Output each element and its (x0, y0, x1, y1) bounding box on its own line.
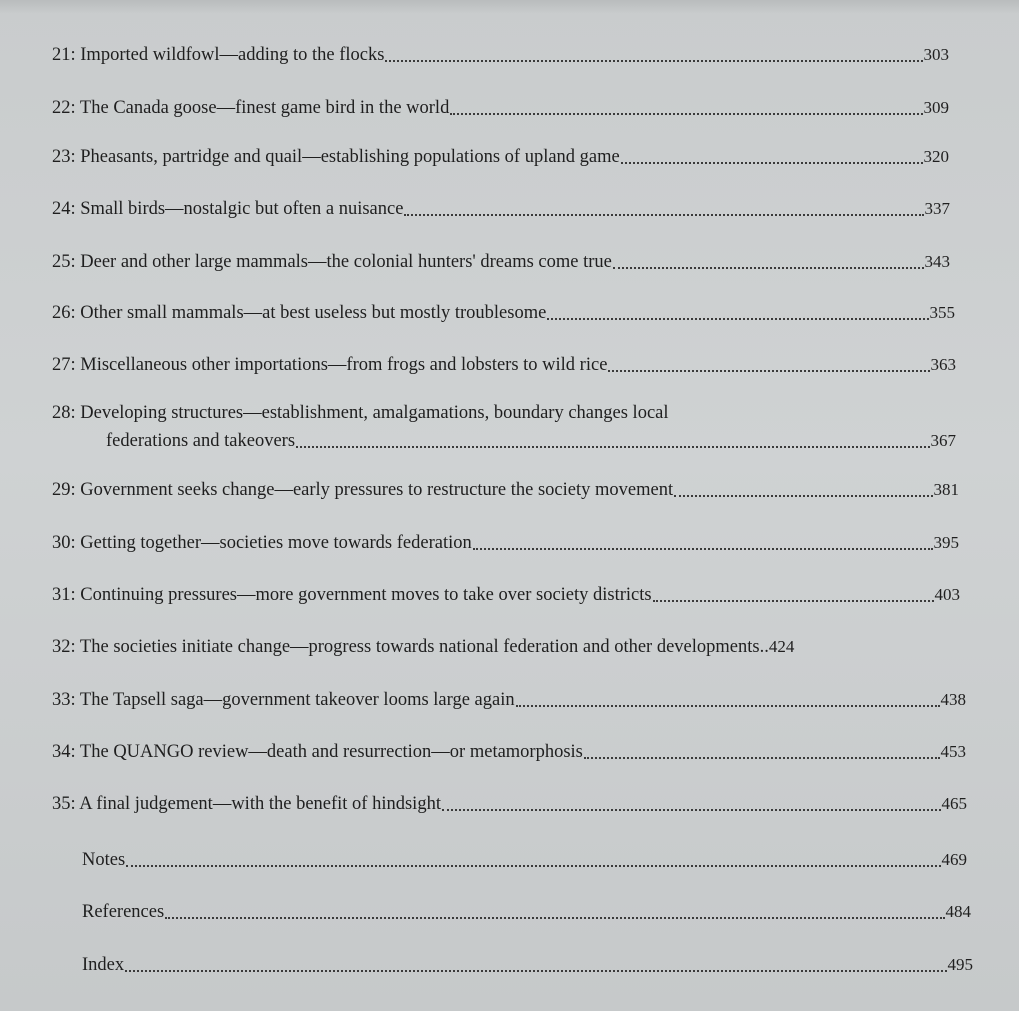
dot-leader (547, 318, 928, 320)
toc-entry-title: 26: Other small mammals—at best useless but mostly troublesome (52, 303, 547, 323)
toc-entry-title: 34: The QUANGO review—death and resurrection—or metamorphosis (52, 742, 583, 762)
toc-entry-page: 309 (923, 98, 949, 117)
toc-entry-title: 25: Deer and other large mammals—the colonial hunters' dreams come true (52, 252, 612, 272)
toc-entry-title: 31: Continuing pressures—more government moves to take over society districts (52, 585, 652, 605)
toc-entry-title: 27: Miscellaneous other importations—from frogs and lobsters to wild rice (52, 355, 608, 375)
toc-entry (52, 741, 966, 763)
toc-entry-title: 33: The Tapsell saga—government takeover looms large again (52, 690, 515, 710)
dot-leader (126, 865, 940, 867)
toc-entry-page: 424 (768, 637, 795, 656)
dot-leader (674, 495, 932, 497)
dot-leader (621, 162, 923, 164)
toc-entry-page: 337 (924, 199, 950, 218)
toc-entry (52, 198, 950, 220)
toc-entry (106, 430, 956, 452)
toc-entry-title: 30: Getting together—societies move towards federation (52, 533, 472, 553)
toc-entry-page: 303 (923, 45, 949, 64)
toc-entry (52, 689, 966, 711)
toc-entry-page: 469 (941, 850, 967, 869)
toc-entry (52, 302, 955, 324)
toc-entry-title: 21: Imported wildfowl—adding to the flocks (52, 45, 385, 65)
toc-entry-page: 438 (940, 690, 966, 709)
toc-entry (52, 584, 960, 606)
dot-leader (296, 446, 929, 448)
toc-entry (82, 954, 973, 976)
dot-leader (442, 809, 941, 811)
toc-entry-page: 403 (934, 585, 960, 604)
toc-entry-page: 495 (947, 955, 973, 974)
toc-entry-page: 395 (933, 533, 959, 552)
toc-entry-page: 355 (929, 303, 955, 322)
dot-leader (608, 370, 929, 372)
toc-entry-title: Index (82, 955, 125, 975)
toc-entry-page: 343 (924, 252, 950, 271)
dot-leader (404, 214, 923, 216)
dot-leader (473, 548, 933, 550)
toc-entry (52, 44, 949, 66)
toc-entry (52, 532, 959, 554)
toc-entry (52, 479, 959, 501)
toc-entry-title: 32: The societies initiate change—progress towards national federation and other developments.. (52, 637, 769, 657)
toc-entry-page: 453 (940, 742, 966, 761)
toc-entry (82, 901, 971, 923)
dot-leader (584, 757, 940, 759)
toc-entry (82, 849, 967, 871)
toc-entry-title-line1: 28: Developing structures—establishment, amalgamations, boundary changes local (52, 403, 669, 423)
toc-entry-title: 29: Government seeks change—early pressures to restructure the society movement (52, 480, 674, 500)
toc-entry-title: 23: Pheasants, partridge and quail—establishing populations of upland game (52, 147, 620, 167)
toc-entry-page: 381 (933, 480, 959, 499)
dot-leader (385, 60, 922, 62)
toc-entry-title: 24: Small birds—nostalgic but often a nuisance (52, 199, 404, 219)
toc-entry-title: federations and takeovers (106, 431, 296, 451)
toc-entry (52, 793, 967, 815)
dot-leader (516, 705, 940, 707)
toc-entry-page: 484 (945, 902, 971, 921)
toc-entry-title: 35: A final judgement—with the benefit of hindsight (52, 794, 441, 814)
toc-entry-title: 22: The Canada goose—finest game bird in the world (52, 98, 450, 118)
dot-leader (165, 917, 944, 919)
toc-entry-page: 363 (930, 355, 956, 374)
dot-leader (125, 970, 946, 972)
toc-entry (52, 251, 950, 273)
toc-entry-title: Notes (82, 850, 126, 870)
toc-entry (52, 354, 956, 376)
dot-leader (450, 113, 922, 115)
toc-entry-page: 465 (941, 794, 967, 813)
toc-entry-title: References (82, 902, 165, 922)
toc-entry-page: 367 (930, 431, 956, 450)
dot-leader (653, 600, 934, 602)
toc-entry-page: 320 (923, 147, 949, 166)
dot-leader (613, 267, 924, 269)
toc-entry (52, 146, 949, 168)
toc-entry (52, 97, 949, 119)
toc-entry (52, 636, 963, 658)
